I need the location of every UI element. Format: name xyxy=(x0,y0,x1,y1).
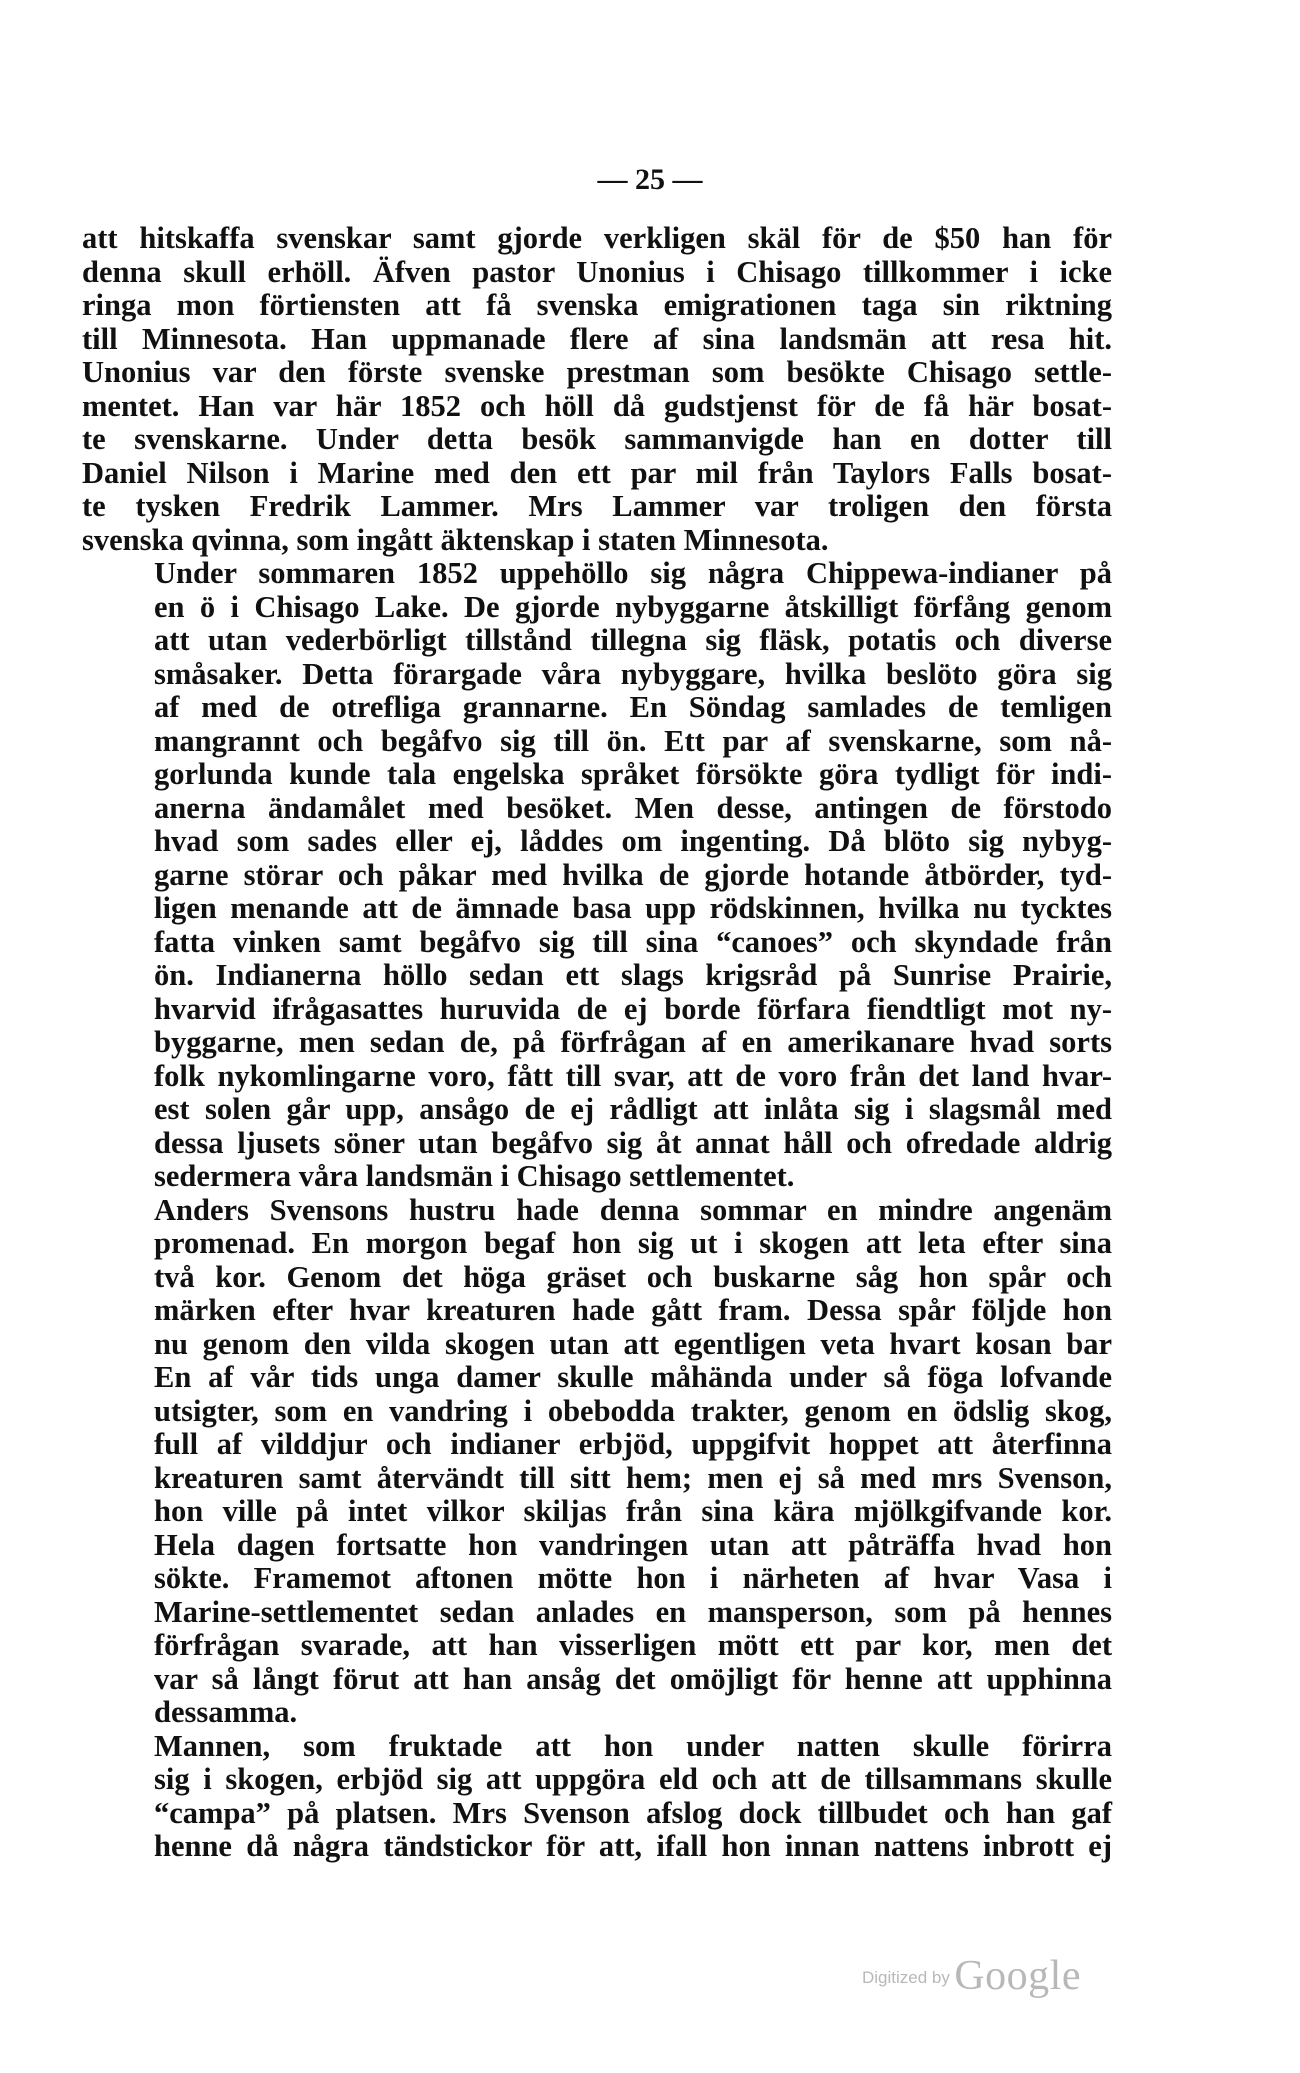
text-line: full af vilddjur och indianer erbjöd, uppgifvit hoppet att återfinna xyxy=(154,1427,1112,1461)
paragraph-4 xyxy=(82,1730,1112,1864)
text-line: En af vår tids unga damer skulle måhända under så föga lofvande xyxy=(154,1360,1112,1394)
text-line: var så långt förut att han ansåg det omöjligt för henne att upphinna xyxy=(154,1661,1112,1696)
text-line: dessa ljusets söner utan begåfvo sig åt annat håll och ofredade aldrig xyxy=(154,1125,1112,1160)
text-line: kreaturen samt återvändt till sitt hem; men ej så med mrs Svenson, xyxy=(154,1460,1112,1495)
text-line: Hela dagen fortsatte hon vandringen utan att påträffa hvad hon xyxy=(154,1527,1112,1562)
text-line: mentet. Han var här 1852 och höll då gudstjenst för de få här bosat- xyxy=(82,388,1112,423)
text-line: ligen menande att de ämnade basa upp rödskinnen, hvilka nu tycktes xyxy=(154,891,1112,925)
text-line: en ö i Chisago Lake. De gjorde nybyggarne åtskilligt förfång genom xyxy=(154,589,1112,624)
text-line: småsaker. Detta förargade våra nybyggare, hvilka beslöto göra sig xyxy=(154,656,1112,691)
text-line: att hitskaffa svenskar samt gjorde verkligen skäl för de $50 han för xyxy=(82,221,1112,255)
text-line: nu genom den vilda skogen utan att egentligen veta hvart kosan bar xyxy=(154,1326,1112,1361)
text-line: fatta vinken samt begåfvo sig till sina “canoes” och skyndade från xyxy=(154,924,1112,959)
text-line: svenska qvinna, som ingått äktenskap i staten Minnesota. xyxy=(82,522,829,557)
watermark-prefix: Digitized by xyxy=(862,1968,950,1987)
text-line: te svenskarne. Under detta besök sammanvigde han en dotter till xyxy=(82,422,1112,456)
text-line: utsigter, som en vandring i obebodda trakter, genom en ödslig skog, xyxy=(154,1393,1112,1428)
text-line: est solen går upp, ansågo de ej rådligt att inlåta sig i slagsmål med xyxy=(154,1092,1112,1126)
text-line: märken efter hvar kreaturen hade gått fram. Dessa spår följde hon xyxy=(154,1293,1112,1327)
text-line: anerna ändamålet med besöket. Men desse, antingen de förstodo xyxy=(154,790,1112,825)
paragraph-1 xyxy=(82,222,1112,557)
text-line: hvarvid ifrågasattes huruvida de ej borde förfara fiendtligt mot ny- xyxy=(154,991,1112,1026)
text-line: hon ville på intet vilkor skiljas från sina kära mjölkgifvande kor. xyxy=(154,1494,1112,1528)
text-line: att utan vederbörligt tillstånd tillegna sig fläsk, potatis och diverse xyxy=(154,623,1112,657)
text-line: Anders Svensons hustru hade denna sommar en mindre angenäm xyxy=(154,1192,1112,1227)
text-line: till Minnesota. Han uppmanade flere af sina landsmän att resa hit. xyxy=(82,321,1112,356)
paragraph-3 xyxy=(82,1194,1112,1730)
text-line: ringa mon förtiensten att få svenska emigrationen taga sin riktning xyxy=(82,288,1112,322)
google-logo: Google xyxy=(954,1953,1081,1999)
text-line: hvad som sades eller ej, låddes om ingenting. Då blöto sig nybyg- xyxy=(154,824,1112,858)
digitized-by-watermark xyxy=(862,1952,1081,2000)
text-line: sig i skogen, erbjöd sig att uppgöra eld och att de tillsammans skulle xyxy=(154,1762,1112,1796)
text-line: “campa” på platsen. Mrs Svenson afslog dock tillbudet och han gaf xyxy=(154,1795,1112,1830)
body-text xyxy=(82,222,1112,1864)
text-line: Daniel Nilson i Marine med den ett par mil från Taylors Falls bosat- xyxy=(82,455,1112,490)
text-line: Under sommaren 1852 uppehöllo sig några Chippewa-indianer på xyxy=(154,556,1112,590)
text-line: te tysken Fredrik Lammer. Mrs Lammer var troligen den första xyxy=(82,489,1112,523)
text-line: folk nykomlingarne voro, fått till svar, att de voro från det land hvar- xyxy=(154,1058,1112,1093)
text-line: mangrannt och begåfvo sig till ön. Ett par af svenskarne, som nå- xyxy=(154,723,1112,758)
text-line: byggarne, men sedan de, på förfrågan af en amerikanare hvad sorts xyxy=(154,1025,1112,1059)
text-line: promenad. En morgon begaf hon sig ut i skogen att leta efter sina xyxy=(154,1226,1112,1260)
text-line: ön. Indianerna höllo sedan ett slags krigsråd på Sunrise Prairie, xyxy=(154,958,1112,992)
text-line: garne störar och påkar med hvilka de gjorde hotande åtbörder, tyd- xyxy=(154,857,1112,892)
text-line: af med de otrefliga grannarne. En Söndag samlades de temligen xyxy=(154,690,1112,724)
text-line: Mannen, som fruktade att hon under natten skulle förirra xyxy=(154,1728,1112,1763)
text-line: henne då några tändstickor för att, ifall hon innan nattens inbrott ej xyxy=(154,1829,1112,1863)
paragraph-2 xyxy=(82,557,1112,1194)
text-line: sedermera våra landsmän i Chisago settlementet. xyxy=(154,1159,795,1193)
text-line: två kor. Genom det höga gräset och buskarne såg hon spår och xyxy=(154,1259,1112,1294)
text-line: denna skull erhöll. Äfven pastor Unonius i Chisago tillkommer i icke xyxy=(82,254,1112,289)
text-line: Marine-settlementet sedan anlades en mansperson, som på hennes xyxy=(154,1594,1112,1629)
text-line: förfrågan svarade, att han visserligen mött ett par kor, men det xyxy=(154,1628,1112,1662)
text-line: dessamma. xyxy=(154,1695,298,1729)
text-line: Unonius var den förste svenske prestman som besökte Chisago settle- xyxy=(82,355,1112,389)
page-number: — 25 — xyxy=(597,163,703,196)
text-line: sökte. Framemot aftonen mötte hon i närheten af hvar Vasa i xyxy=(154,1561,1112,1595)
text-line: gorlunda kunde tala engelska språket försökte göra tydligt för indi- xyxy=(154,757,1112,791)
